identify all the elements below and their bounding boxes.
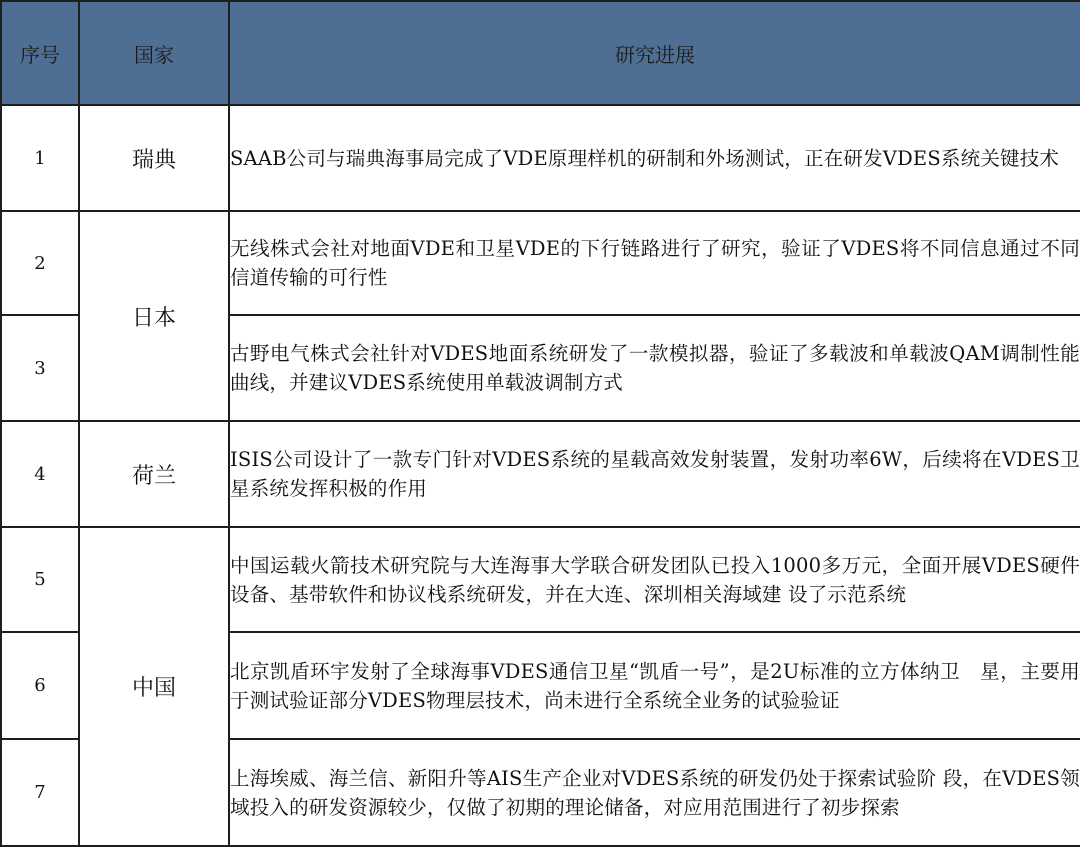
row-index: 6 (1, 632, 79, 739)
row-index: 4 (1, 421, 79, 527)
row-country: 瑞典 (79, 105, 229, 211)
row-index: 7 (1, 739, 79, 846)
header-index: 序号 (1, 1, 79, 105)
row-progress: SAAB公司与瑞典海事局完成了VDE原理样机的研制和外场测试，正在研发VDES系统关键技术 (229, 105, 1080, 211)
row-progress: 无线株式会社对地面VDE和卫星VDE的下行链路进行了研究，验证了VDES将不同信息通过不同信道传输的可行性 (229, 211, 1080, 315)
row-index: 1 (1, 105, 79, 211)
row-progress: ISIS公司设计了一款专门针对VDES系统的星载高效发射装置，发射功率6W，后续将在VDES卫星系统发挥积极的作用 (229, 421, 1080, 527)
header-progress: 研究进展 (229, 1, 1080, 105)
row-country: 日本 (79, 211, 229, 421)
row-progress: 北京凯盾环宇发射了全球海事VDES通信卫星“凯盾一号”，是2U标准的立方体纳卫 星，主要用于测试验证部分VDES物理层技术，尚未进行全系统全业务的试验验证 (229, 632, 1080, 739)
row-progress: 上海埃威、海兰信、新阳升等AIS生产企业对VDES系统的研发仍处于探索试验阶 段，在VDES领域投入的研发资源较少，仅做了初期的理论储备，对应用范围进行了初步探索 (229, 739, 1080, 846)
row-progress: 中国运载火箭技术研究院与大连海事大学联合研发团队已投入1000多万元，全面开展VDES硬件设备、基带软件和协议栈系统研发，并在大连、深圳相关海域建 设了示范系统 (229, 527, 1080, 632)
table-row (1, 527, 1080, 632)
row-index: 2 (1, 211, 79, 315)
table-row (1, 105, 1080, 211)
table-row (1, 421, 1080, 527)
table-row (1, 211, 1080, 315)
row-progress: 古野电气株式会社针对VDES地面系统研发了一款模拟器，验证了多载波和单载波QAM调制性能曲线，并建议VDES系统使用单载波调制方式 (229, 315, 1080, 421)
row-index: 5 (1, 527, 79, 632)
header-country: 国家 (79, 1, 229, 105)
row-index: 3 (1, 315, 79, 421)
table-header-row (1, 1, 1080, 105)
row-country: 荷兰 (79, 421, 229, 527)
row-country: 中国 (79, 527, 229, 846)
